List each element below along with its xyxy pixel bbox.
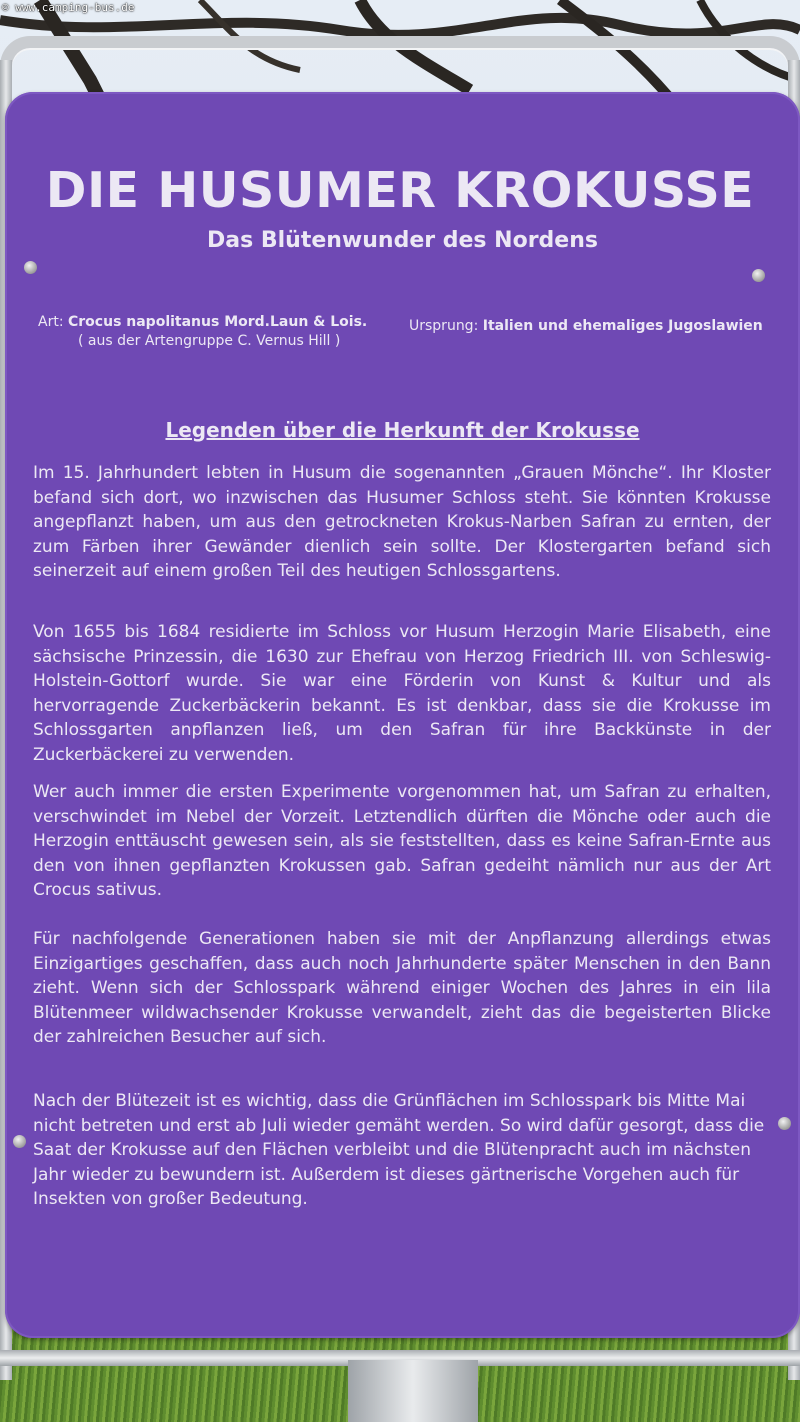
origin-value: Italien und ehemaliges Jugoslawien xyxy=(482,318,763,334)
paragraph-monks: Im 15. Jahrhundert lebten in Husum die sogenannten „Grauen Mönche“. Ihr Kloster befand sich dort, wo inzwischen das Husumer Schloss steht. Sie könnten Krokusse angepflanzt haben, um aus den getrockneten Krokus-Narben Safran zu ernten, der zum Färben ihrer Gewänder dienlich sein sollte. Der Klostergarten befand sich seinerzeit auf einem großen Teil des heutigen Schlossgartens. xyxy=(33,463,771,582)
species-info xyxy=(38,313,367,351)
sign-post xyxy=(348,1360,478,1422)
paragraph-after-bloom: Nach der Blütezeit ist es wichtig, dass die Grünflächen im Schlosspark bis Mitte Mai nicht betreten und erst ab Juli wieder gemäht werden. So wird dafür gesorgt, dass die Saat der Krokusse auf den Flächen verbleibt und die Blütenpracht auch im nächsten Jahr wieder zu bewundern ist. Außerdem ist dieses gärtnerische Vorgehen auch für Insekten von großer Bedeutung. xyxy=(33,1091,765,1210)
screw-icon xyxy=(24,261,37,274)
origin-info xyxy=(409,317,763,336)
sign-title: DIE HUSUMER KROKUSSE xyxy=(45,162,755,219)
section-heading: Legenden über die Herkunft der Krokusse xyxy=(165,418,640,442)
species-label: Art: xyxy=(38,314,64,330)
origin-label: Ursprung: xyxy=(409,318,479,334)
paragraph-duchess: Von 1655 bis 1684 residierte im Schloss vor Husum Herzogin Marie Elisabeth, eine sächsische Prinzessin, die 1630 zur Ehefrau von Herzog Friedrich III. von Schleswig-Holstein-Gottorf wurde. Sie war eine Förderin von Kunst & Kultur und als hervorragende Zuckerbäckerin bekannt. Es ist denkbar, dass sie die Krokusse im Schlossgarten anpflanzen ließ, um den Safran für ihre Backkünste in der Zuckerbäckerei zu verwenden. xyxy=(33,622,771,765)
species-value: Crocus napolitanus Mord.Laun & Lois. xyxy=(68,314,368,330)
paragraph-saffron: Wer auch immer die ersten Experimente vorgenommen hat, um Safran zu erhalten, verschwindet im Nebel der Vorzeit. Letztendlich dürften die Mönche oder auch die Herzogin enttäuscht gewesen sein, als sie feststellten, dass es keine Safran-Ernte aus den von ihnen gepflanzten Krokussen gab. Safran gedeiht nämlich nur aus der Art Crocus sativus. xyxy=(33,782,771,901)
frame-top-rail xyxy=(0,36,800,76)
species-group: ( aus der Artengruppe C. Vernus Hill ) xyxy=(78,333,341,349)
screw-icon xyxy=(778,1117,791,1130)
sign-subtitle: Das Blütenwunder des Nordens xyxy=(207,228,598,253)
watermark: © www.camping-bus.de xyxy=(2,1,135,14)
screw-icon xyxy=(752,269,765,282)
screw-icon xyxy=(13,1135,26,1148)
info-sign xyxy=(5,92,800,1338)
paragraph-generations: Für nachfolgende Generationen haben sie mit der Anpflanzung allerdings etwas Einzigartiges geschaffen, dass auch noch Jahrhunderte später Menschen in den Bann zieht. Wenn sich der Schlosspark während einiger Wochen des Jahres in ein lila Blütenmeer wildwachsender Krokusse verwandelt, zieht das die begeisterten Blicke der zahlreichen Besucher auf sich. xyxy=(33,929,771,1048)
